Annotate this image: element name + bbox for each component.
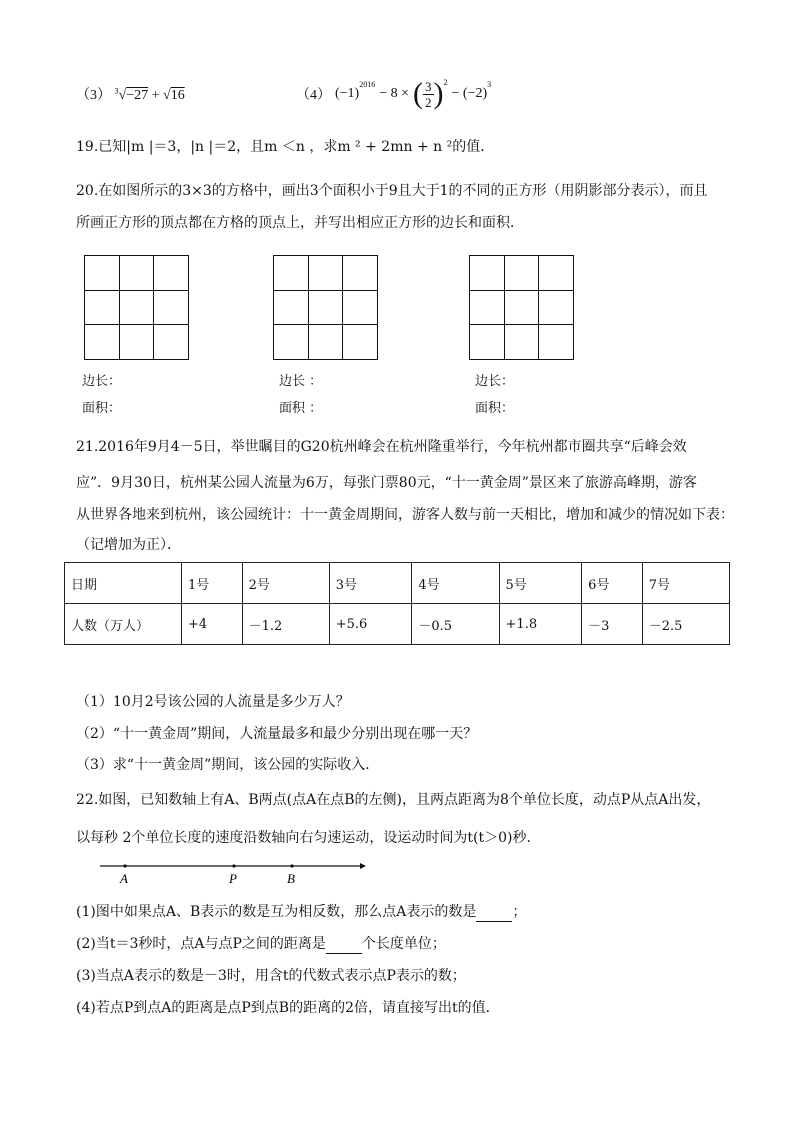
table-cell: －3: [582, 604, 643, 645]
area-label-2: 面积 ：: [279, 401, 323, 416]
q22-sub2-text: (2)当t＝3秒时，点A与点P之间的距离是: [76, 936, 326, 952]
side-length-label-3: 边长：: [475, 374, 515, 389]
q22-sub2-end: 个长度单位；: [361, 936, 446, 952]
q21-sub2: （2）“十一黄金周”期间，人流量最多和最少分别出现在哪一天？: [76, 726, 478, 742]
q22-sub4: (4)若点P到点A的距离是点P到点B的距离的2倍，请直接写出t的值．: [76, 1000, 500, 1016]
part4-exponent-2: 2: [443, 78, 448, 87]
number-line: [98, 858, 368, 888]
q22-line1: 22.如图，已知数轴上有A、B两点(点A在点B的左侧)，且两点距离为8个单位长度，动点P从点A出发，: [76, 792, 711, 808]
table-header-row: [65, 563, 730, 604]
q18-part4-number: （4）: [296, 88, 331, 103]
q20-line1: 20.在如图所示的3×3的方格中，画出3个面积小于9且大于1的不同的正方形（用阴影部分表示），而且: [76, 183, 708, 199]
area-label-1: 面积：: [82, 401, 122, 416]
table-cell: －0.5: [412, 604, 499, 645]
visitor-table: [64, 562, 730, 645]
point-p-dot: [232, 864, 235, 867]
table-cell: 4号: [412, 563, 499, 604]
grid-1: [84, 255, 189, 360]
arrow-right-icon: [360, 863, 366, 869]
table-cell: +1.8: [499, 604, 582, 645]
table-cell: －2.5: [642, 604, 729, 645]
cube-root-radicand: −27: [126, 88, 149, 103]
side-length-label-1: 边长：: [82, 374, 122, 389]
part4-right-paren: ): [433, 77, 444, 110]
point-b-dot: [290, 864, 293, 867]
table-cell: 3号: [329, 563, 412, 604]
q21-sub1: （1）10月2号该公园的人流量是多少万人？: [76, 694, 350, 710]
table-cell: 1号: [182, 563, 243, 604]
table-cell: 2号: [242, 563, 329, 604]
table-cell: 5号: [499, 563, 582, 604]
q22-sub1-end: ；: [512, 904, 527, 920]
q21-sub3: （3）求“十一黄金周”期间，该公园的实际收入．: [76, 757, 380, 773]
part4-fraction: [423, 79, 434, 110]
square-root-radicand: 16: [170, 88, 185, 103]
point-a-dot: [123, 864, 126, 867]
root-index: 3: [114, 86, 119, 96]
table-row: [65, 604, 730, 645]
q21-line2: 应”．9月30日，杭州某公园人流量为6万，每张门票80元，“十一黄金周”景区来了旅游高峰期，游客: [76, 475, 697, 491]
table-cell: +4: [182, 604, 243, 645]
q22-sub1-text: (1)图中如果点A、B表示的数是互为相反数，那么点A表示的数是: [76, 904, 477, 920]
point-a-label: A: [120, 871, 128, 886]
side-length-label-2: 边长 ：: [279, 374, 323, 389]
square-root-sign: √: [163, 88, 171, 103]
table-cell: 6号: [582, 563, 643, 604]
answer-blank[interactable]: [476, 907, 512, 922]
part4-exponent-1: 2016: [359, 80, 376, 89]
table-cell: 日期: [65, 563, 182, 604]
grid-2: [273, 255, 378, 360]
q19-text: 19.已知|m |＝3，|n |＝2，且m ＜n ，求m ² + 2mn + n ²的值．: [76, 139, 495, 155]
q21-line3: 从世界各地来到杭州，该公园统计：十一黄金周期间，游客人数与前一天相比，增加和减少的情况如下表：: [76, 507, 734, 523]
cube-root-sign: √: [118, 88, 127, 103]
table-cell: +5.6: [329, 604, 412, 645]
q21-line1: 21.2016年9月4－5日，举世瞩目的G20杭州峰会在杭州隆重举行，今年杭州都市圈共享“后峰会效: [76, 439, 687, 455]
part4-middle: − 8 ×: [379, 86, 410, 101]
q18-part3: [76, 84, 185, 104]
part4-base: (−1): [335, 86, 360, 101]
point-p-label: P: [229, 871, 237, 886]
q20-line2: 所画正方形的顶点都在方格的顶点上，并写出相应正方形的边长和面积．: [76, 215, 524, 231]
q18-part3-number: （3）: [76, 88, 111, 103]
q21-line4: （记增加为正）．: [76, 537, 181, 553]
q22-sub1: [76, 902, 526, 922]
fraction-denominator: 2: [425, 94, 432, 110]
plus-sign: +: [151, 88, 160, 103]
table-cell: 人数（万人）: [65, 604, 182, 645]
part4-left-paren: (: [413, 77, 424, 110]
q18-part4: [296, 74, 491, 114]
table-cell: 7号: [642, 563, 729, 604]
grid-3: [469, 255, 574, 360]
q22-sub3: (3)当点A表示的数是－3时，用含t的代数式表示点P表示的数；: [76, 968, 466, 984]
point-b-label: B: [287, 871, 295, 886]
answer-blank[interactable]: [326, 939, 362, 954]
part4-tail: − (−2): [451, 86, 488, 101]
q22-sub2: [76, 934, 446, 954]
q22-line2: 以每秒 2个单位长度的速度沿数轴向右匀速运动，设运动时间为t(t＞0)秒．: [76, 830, 541, 846]
area-label-3: 面积：: [475, 401, 515, 416]
part4-exponent-3: 3: [487, 80, 492, 89]
fraction-numerator: 3: [425, 78, 432, 94]
table-cell: －1.2: [242, 604, 329, 645]
